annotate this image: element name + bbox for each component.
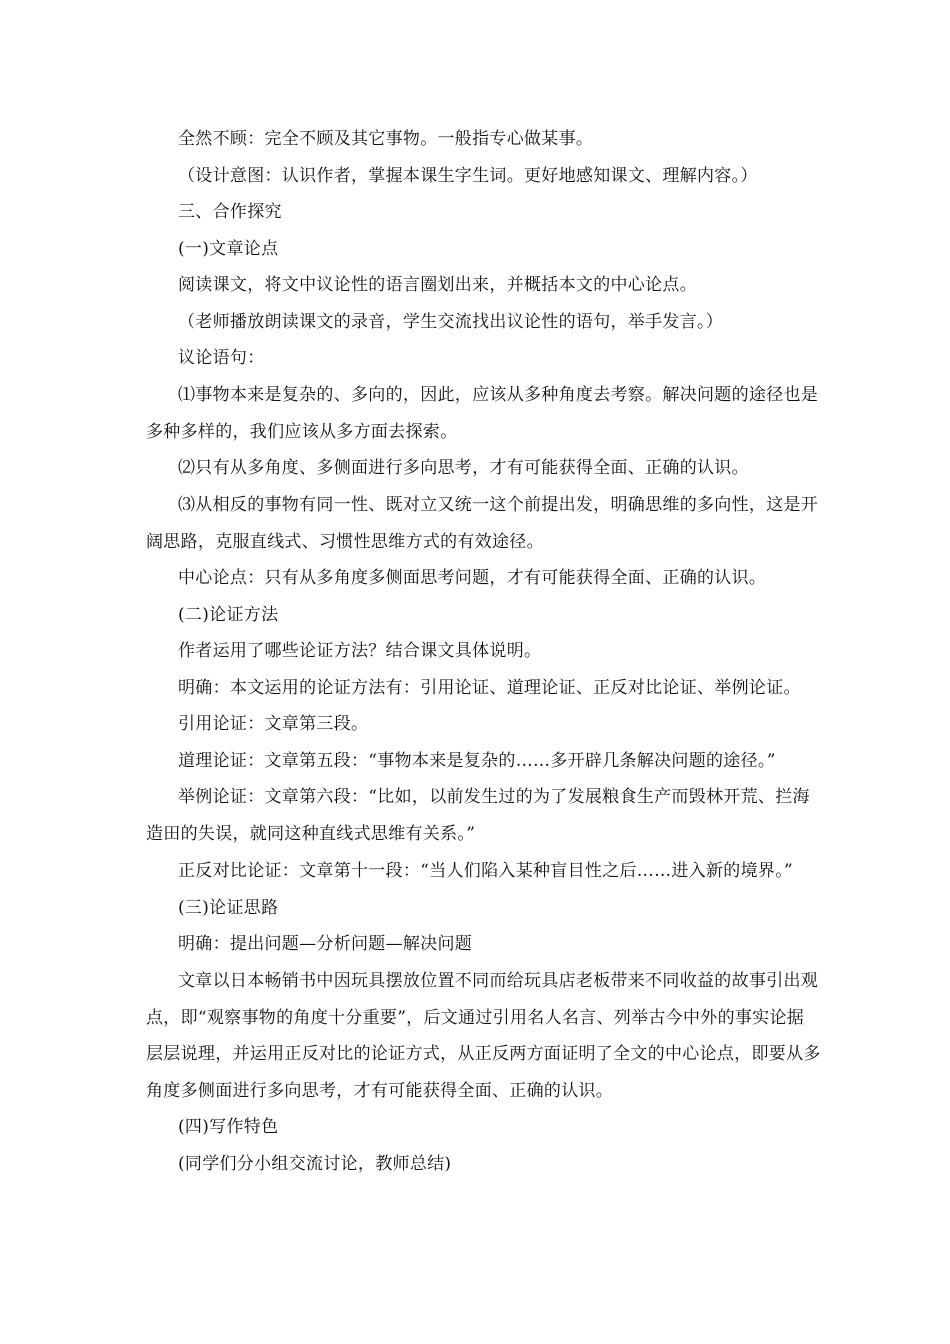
paragraph-line: 明确：提出问题—分析问题—解决问题 [178,934,473,954]
paragraph-line: 议论语句： [178,348,265,368]
paragraph-line: 文章以日本畅销书中因玩具摆放位置不同而给玩具店老板带来不同收益的故事引出观 [178,971,819,991]
paragraph-line: 作者运用了哪些论证方法？结合课文具体说明。 [178,641,542,661]
subsection-heading: (一)文章论点 [178,239,279,259]
paragraph-line: 引用论证：文章第三段。 [178,714,369,734]
subsection-heading: (四)写作特色 [178,1117,279,1137]
paragraph-line: ⑶从相反的事物有同一性、既对立又统一这个前提出发，明确思维的多向性，这是开 [178,495,819,515]
paragraph-line: （设计意图：认识作者，掌握本课生字生词。更好地感知课文、理解内容。） [178,166,758,186]
subsection-heading: (二)论证方法 [178,605,279,625]
paragraph-line: ⑵只有从多角度、多侧面进行多向思考，才有可能获得全面、正确的认识。 [178,458,749,478]
paragraph-line: 层层说理，并运用正反对比的论证方式，从正反两方面证明了全文的中心论点，即要从多 [146,1044,821,1064]
paragraph-line: 造田的失误，就同这种直线式思维有关系。” [146,824,476,844]
paragraph-line: 全然不顾：完全不顾及其它事物。一般指专心做某事。 [178,129,594,149]
paragraph-line: ⑴事物本来是复杂的、多向的，因此，应该从多种角度去考察。解决问题的途径也是 [178,385,819,405]
subsection-heading: (三)论证思路 [178,898,279,918]
paragraph-line: 阅读课文，将文中议论性的语言圈划出来，并概括本文的中心论点。 [178,275,697,295]
paragraph-line: （老师播放朗读课文的录音，学生交流找出议论性的语句，举手发言。） [178,312,724,332]
paragraph-line: 中心论点：只有从多角度多侧面思考问题，才有可能获得全面、正确的认识。 [178,568,767,588]
paragraph-line: 多种多样的，我们应该从多方面去探索。 [146,422,458,442]
section-heading: 三、合作探究 [178,202,282,222]
paragraph-line: 明确：本文运用的论证方法有：引用论证、道理论证、正反对比论证、举例论证。 [178,678,801,698]
paragraph-line: 阔思路，克服直线式、习惯性思维方式的有效途径。 [146,532,544,552]
paragraph-line: 道理论证：文章第五段：“事物本来是复杂的……多开辟几条解决问题的途径。” [178,751,776,771]
paragraph-line: (同学们分小组交流讨论，教师总结) [178,1154,452,1174]
paragraph-line: 正反对比论证：文章第十一段：“当人们陷入某种盲目性之后……进入新的境界。” [178,861,793,881]
paragraph-line: 举例论证：文章第六段：“比如，以前发生过的为了发展粮食生产而毁林开荒、拦海 [178,787,810,807]
paragraph-line: 点，即“观察事物的角度十分重要”，后文通过引用名人名言、列举古今中外的事实论据 [146,1008,805,1028]
paragraph-line: 角度多侧面进行多向思考，才有可能获得全面、正确的认识。 [146,1081,614,1101]
